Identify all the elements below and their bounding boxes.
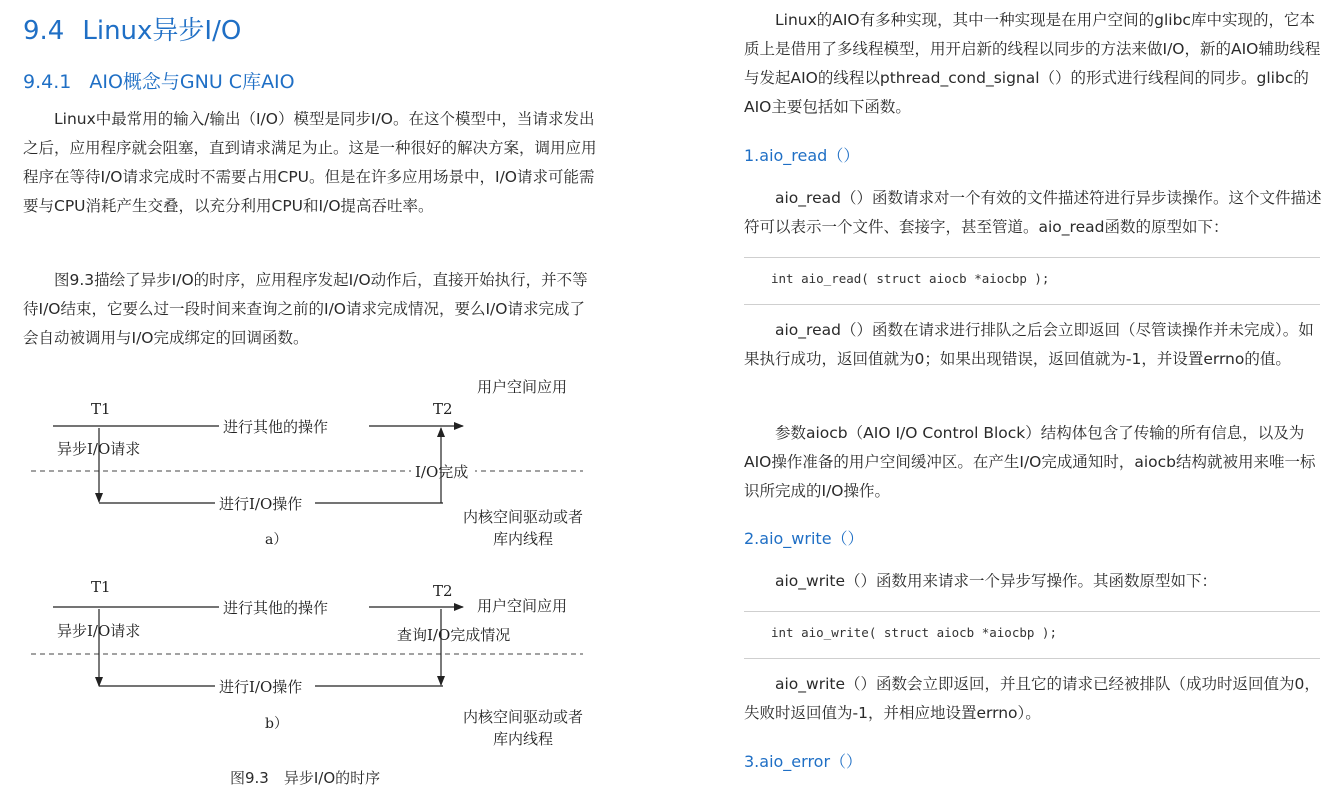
code-block-aio-read [744,257,1320,305]
async-io-timing-figure [23,372,613,762]
diagram-b [31,578,583,748]
subsection-number: 9.4.1 [23,71,72,93]
code-aio-read-prototype: int aio_read( struct aiocb *aiocbp ); [771,271,1050,286]
diagram-a-do-io-label: 进行I/O操作 [219,495,303,513]
paragraph-async-timing: 图9.3描绘了异步I/O的时序，应用程序发起I/O动作后，直接开始执行，并不等待I/O结束，它要么过一段时间来查询之前的I/O请求完成情况，要么I/O请求完成了会自动被调用与I/O完成绑定的回调函数。 [23,271,588,347]
diagram-b-kernel-label-line2: 库内线程 [493,730,554,748]
diagram-b-query-label: 查询I/O完成情况 [397,626,511,644]
section-heading [23,10,241,47]
diagram-a-user-space-label: 用户空间应用 [477,378,568,396]
diagram-a-label: a） [265,532,288,548]
paragraph-aiocb-desc: 参数aiocb（AIO I/O Control Block）结构体包含了传输的所有信息，以及为AIO操作准备的用户空间缓冲区。在产生I/O完成通知时，aiocb结构就被用来唯一标识所完成的I/O操作。 [744,424,1316,500]
diagram-b-user-space-label: 用户空间应用 [477,597,568,615]
figure-caption: 图9.3 异步I/O的时序 [230,769,381,787]
diagram-a-t1-label: T1 [91,400,111,418]
diagram-a [31,378,583,548]
diagram-b-do-io-label: 进行I/O操作 [219,678,303,696]
heading-aio-error: 3.aio_error（） [744,752,863,771]
subsection-title: AIO概念与GNU C库AIO [89,71,295,93]
paragraph-aio-read-return: aio_read（）函数在请求进行排队之后会立即返回（尽管读操作并未完成）。如果执行成功，返回值就为0；如果出现错误，返回值就为-1，并设置errno的值。 [744,321,1314,368]
diagram-a-t2-label: T2 [433,400,453,418]
section-number: 9.4 [23,16,65,46]
paragraph-glibc-aio: Linux的AIO有多种实现，其中一种实现是在用户空间的glibc库中实现的，它本质上是借用了多线程模型，用开启新的线程以同步的方法来做I/O，新的AIO辅助线程与发起AIO的线程以pthread_cond_signal（）的形式进行线程间的同步。glibc的AIO主要包括如下函数。 [744,11,1321,116]
diagram-a-other-ops-label: 进行其他的操作 [223,418,329,436]
diagram-a-async-request-label: 异步I/O请求 [57,440,141,458]
code-aio-write-prototype: int aio_write( struct aiocb *aiocbp ); [771,625,1057,640]
section-title: Linux异步I/O [82,16,242,46]
paragraph-aio-read-desc: aio_read（）函数请求对一个有效的文件描述符进行异步读操作。这个文件描述符可以表示一个文件、套接字，甚至管道。aio_read函数的原型如下： [744,189,1322,236]
paragraph-aio-write-desc: aio_write（）函数用来请求一个异步写操作。其函数原型如下： [775,572,1218,590]
diagram-b-async-request-label: 异步I/O请求 [57,622,141,640]
diagram-a-kernel-label-line1: 内核空间驱动或者 [463,508,584,526]
paragraph-sync-io: Linux中最常用的输入/输出（I/O）模型是同步I/O。在这个模型中，当请求发出之后，应用程序就会阻塞，直到请求满足为止。这是一种很好的解决方案，调用应用程序在等待I/O请求完成时不需要占用CPU。但是在许多应用场景中，I/O请求可能需要与CPU消耗产生交叠，以充分利用CPU和I/O提高吞吐率。 [23,110,597,215]
diagram-b-t2-label: T2 [433,582,453,600]
diagram-b-kernel-label-line1: 内核空间驱动或者 [463,708,584,726]
paragraph-aio-write-return: aio_write（）函数会立即返回，并且它的请求已经被排队（成功时返回值为0，失败时返回值为-1，并相应地设置errno）。 [744,675,1320,722]
diagram-b-t1-label: T1 [91,578,111,596]
diagram-a-kernel-label-line2: 库内线程 [493,530,554,548]
code-block-aio-write [744,611,1320,659]
diagram-b-label: b） [265,716,288,732]
diagram-a-io-done-label: I/O完成 [415,463,469,481]
heading-aio-write: 2.aio_write（） [744,529,864,548]
left-column [23,0,603,800]
heading-aio-read: 1.aio_read（） [744,146,860,165]
subsection-heading [23,67,295,94]
diagram-b-other-ops-label: 进行其他的操作 [223,599,329,617]
right-column [744,0,1324,800]
